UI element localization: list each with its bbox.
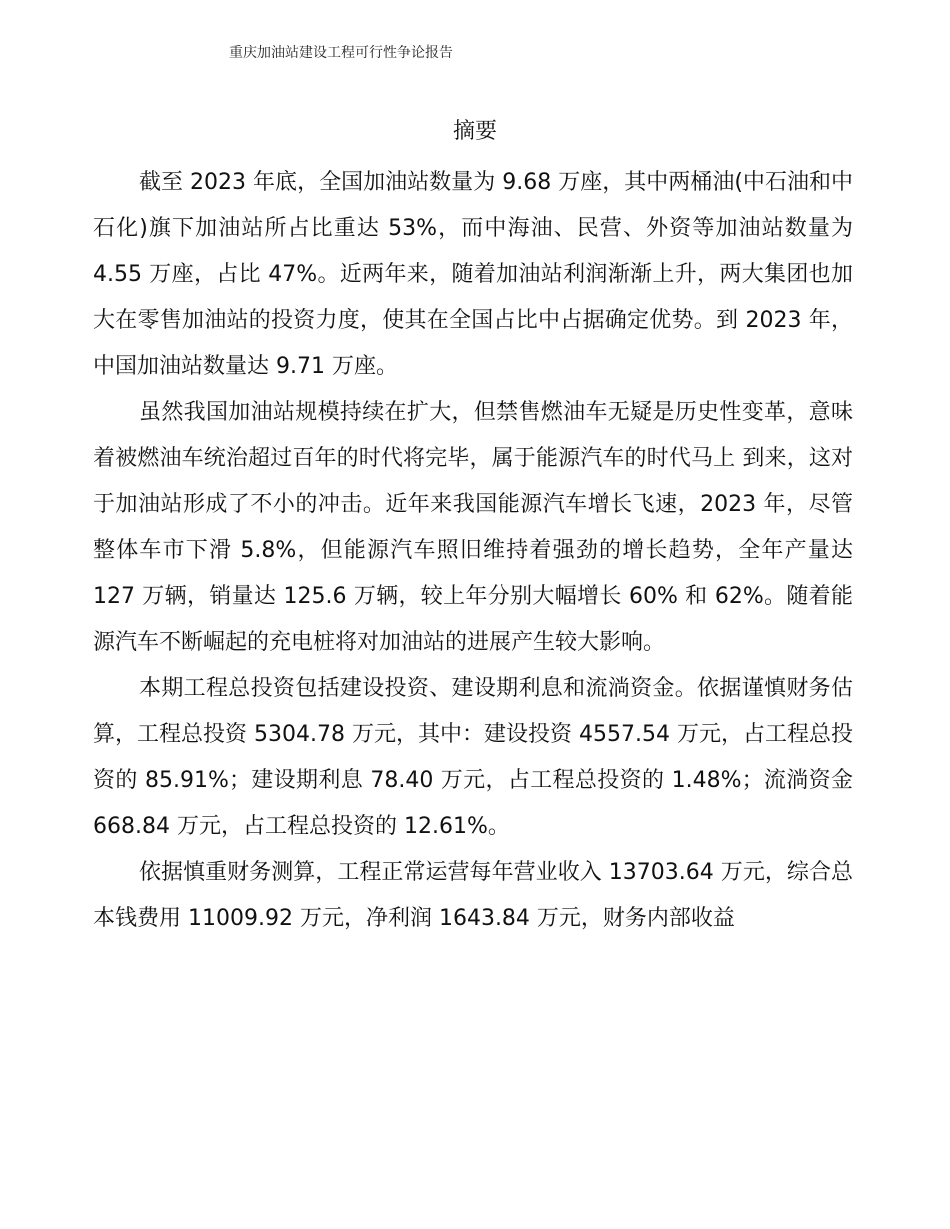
paragraph-total-investment: 本期工程总投资包括建设投资、建设期利息和流淌资金。依据谨慎财务估算，工程总投资 5304.78 万元，其中：建设投资 4557.54 万元，占工程总投资的 85.91%；建设期利息 78.40 万元，占工程总投资的 1.48%；流淌资金 668.84 万元，占工程总投资的 12.61%。 [93, 676, 853, 839]
running-header: 重庆加油站建设工程可行性争论报告 [229, 45, 453, 61]
paragraph-gas-station-count: 截至 2023 年底，全国加油站数量为 9.68 万座，其中两桶油(中石油和中石化)旗下加油站所占比重达 53%，而中海油、民营、外资等加油站数量为 4.55 万座，占比 47%。近两年来，随着加油站利润渐渐上升，两大集团也加大在零售加油站的投资力度，使其在全国占比中占据确定优势。到 2023 年，中国加油站数量达 9.71 万座。 [93, 170, 853, 379]
paragraph-financial-estimate: 依据慎重财务测算，工程正常运营每年营业收入 13703.64 万元，综合总本钱费用 11009.92 万元，净利润 1643.84 万元，财务内部收益 [93, 860, 853, 931]
page-title: 摘要 [452, 119, 497, 144]
paragraph-new-energy-impact: 虽然我国加油站规模持续在扩大，但禁售燃油车无疑是历史性变革，意味着被燃油车统治超过百年的时代将完毕，属于能源汽车的时代马上 到来，这对于加油站形成了不小的冲击。近年来我国能源汽车增长飞速，2023 年，尽管整体车市下滑 5.8%，但能源汽车照旧维持着强劲的增长趋势，全年产量达 127 万辆，销量达 125.6 万辆，较上年分别大幅增长 60% 和 62%。随着能源汽车不断崛起的充电桩将对加油站的进展产生较大影响。 [93, 400, 853, 655]
abstract-body [93, 160, 853, 942]
